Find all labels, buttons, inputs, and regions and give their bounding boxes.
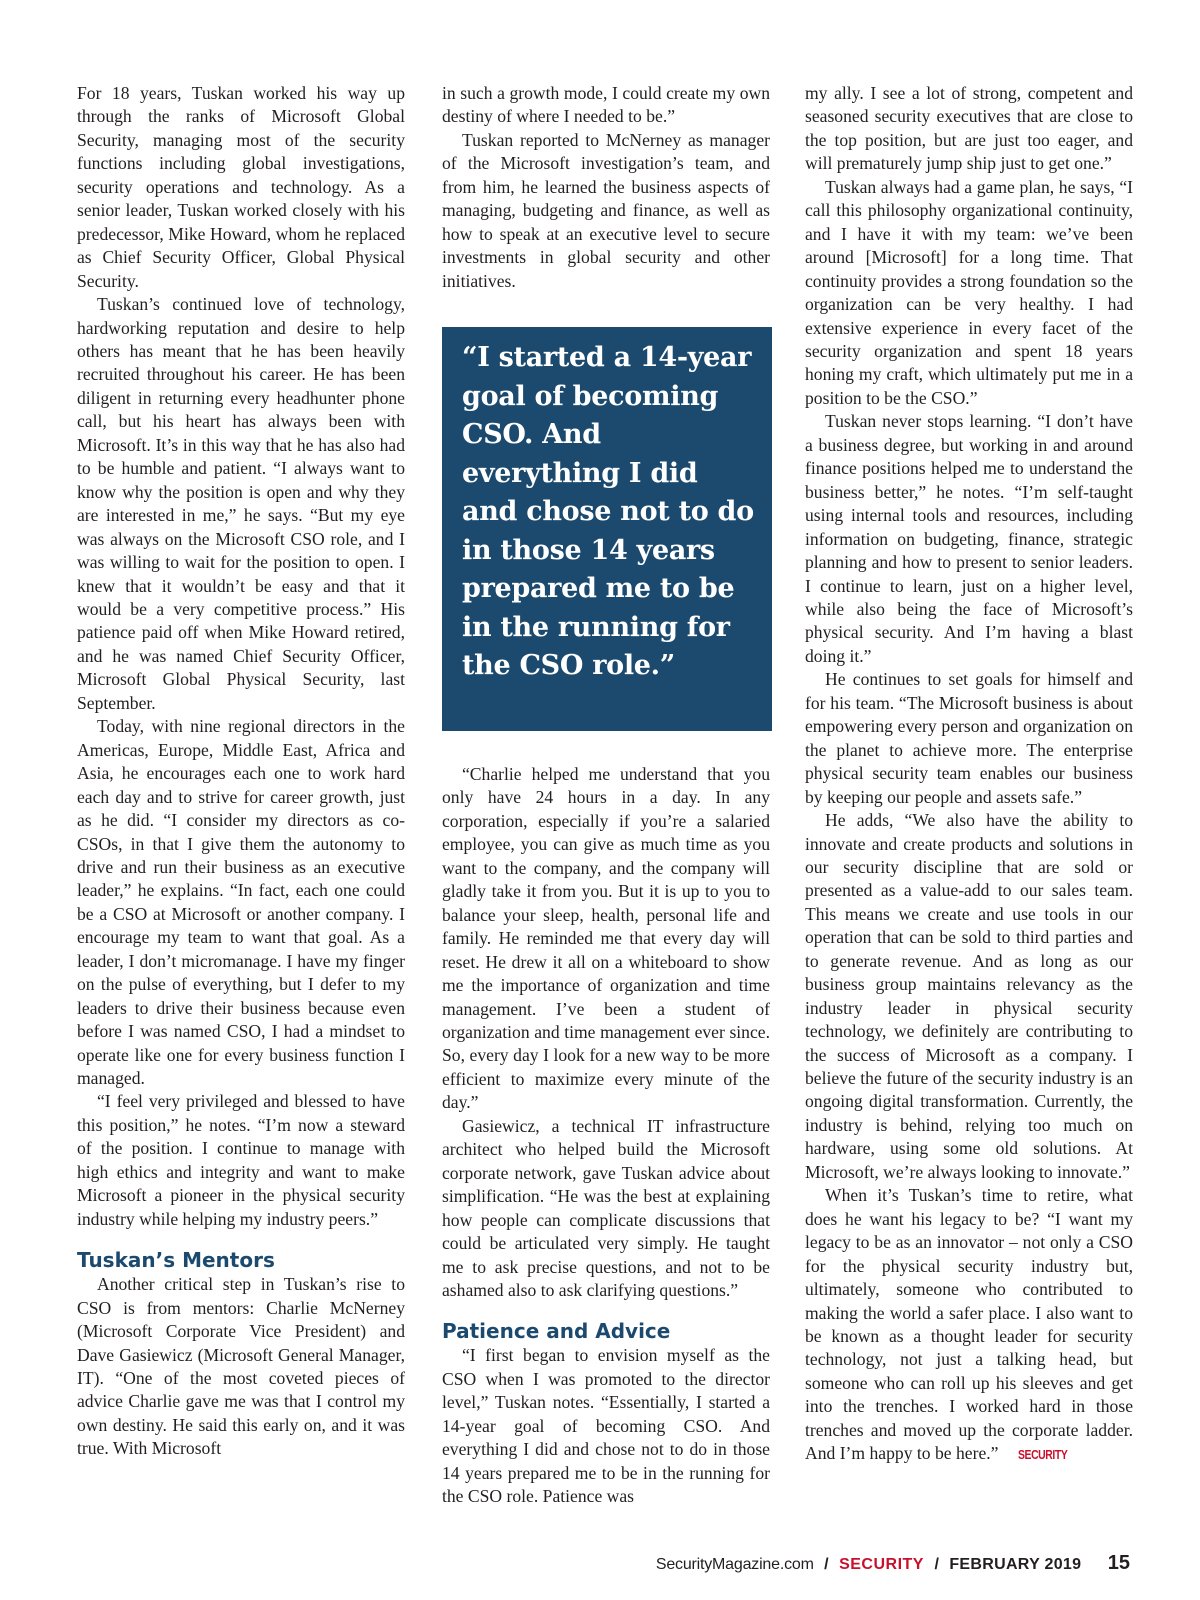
section-heading-patience: Patience and Advice xyxy=(442,1319,671,1344)
body-paragraph: Another critical step in Tuskan’s rise to CSO is from mentors: Charlie McNerney (Microsoft Corporate Vice President) and Dave Gasiewicz (Microsoft General Manager, IT). “One of the most coveted pieces of advice Charlie gave me was that I control my own destiny. He said this early on, and it was true. With Microsoft xyxy=(77,1274,405,1459)
body-paragraph-final xyxy=(805,1184,1133,1466)
footer-separator: / xyxy=(934,1556,939,1573)
page-footer xyxy=(656,1552,1130,1575)
body-paragraph: Tuskan reported to McNerney as manager of the Microsoft investigation’s team, and from him, he learned the business aspects of managing, budgeting and finance, as well as how to speak at an executive level to secure investments in global security and other initiatives. xyxy=(442,129,770,291)
body-paragraph: my ally. I see a lot of strong, competent and seasoned security executives that are close to the top position, but are just too eager, and will prematurely jump ship just to get one.” xyxy=(805,83,1133,174)
article-column-1 xyxy=(77,82,405,1461)
security-end-mark: SECURITY xyxy=(1018,1447,1068,1463)
body-paragraph: He adds, “We also have the ability to innovate and create products and solutions in our security discipline that are sold or presented as a value-add to our sales team. This means we create and use tools in our operation that can be sold to third parties and to generate revenue. And as long as our business group maintains relevancy as the industry leader in physical security technology, we definitely are contributing to the success of Microsoft as a company. I believe the future of the security industry is an ongoing digital transformation. Currently, the industry is behind, relying too much on hardware, using some old solutions. At Microsoft, we’re always looking to innovate.” xyxy=(805,810,1133,1182)
body-paragraph: “I first began to envision myself as the CSO when I was promoted to the director level,” Tuskan notes. “Essentially, I started a 14-year goal of becoming CSO. And everything I did and chose not to do in those 14 years prepared me to be in the running for the CSO role. Patience was xyxy=(442,1345,770,1507)
article-column-3 xyxy=(805,82,1133,1467)
pull-quote-box: “I started a 14-year goal of becoming CSO. And everything I did and chose not to do in those 14 years prepared me to be in the running for the CSO role.” xyxy=(442,327,772,731)
article-column-2-lower xyxy=(442,763,770,1509)
body-paragraph: in such a growth mode, I could create my own destiny of where I needed to be.” xyxy=(442,83,770,127)
body-paragraph: He continues to set goals for himself and for his team. “The Microsoft business is about empowering every person and organization on the planet to achieve more. The enterprise physical security team enables our business by keeping our people and assets safe.” xyxy=(805,669,1133,807)
body-paragraph: Tuskan never stops learning. “I don’t have a business degree, but working in and around finance positions helped me to understand the business better,” he notes. “I’m self-taught using internal tools and resources, including information on budgeting, finance, strategic planning and how to present to senior leaders. I continue to learn, just on a higher level, while also being the face of Microsoft’s physical security. And I’m having a blast doing it.” xyxy=(805,411,1133,666)
footer-issue-date: FEBRUARY 2019 xyxy=(949,1556,1082,1573)
body-paragraph: Today, with nine regional directors in the Americas, Europe, Middle East, Africa and Asia, he encourages each one to work hard each day and to strive for career growth, just as he did. “I consider my directors as co-CSOs, in that I give them the autonomy to drive and run their business as an executive leader,” he explains. “In fact, each one could be a CSO at Microsoft or another company. I encourage my team to want that goal. As a leader, I don’t micromanage. I have my finger on the pulse of everything, but I defer to my leaders to drive their business because even before I was named CSO, I had a mindset to operate like one for every business function I managed. xyxy=(77,716,405,1089)
body-paragraph: “I feel very privileged and blessed to have this position,” he notes. “I’m now a steward of the position. I continue to manage with high ethics and integrity and want to make Microsoft a pioneer in the physical security industry while helping my industry peers.” xyxy=(77,1091,405,1229)
footer-magazine-name: SECURITY xyxy=(839,1556,924,1573)
section-heading-mentors: Tuskan’s Mentors xyxy=(77,1248,275,1273)
body-paragraph: For 18 years, Tuskan worked his way up through the ranks of Microsoft Global Security, managing most of the security functions including global investigations, security operations and technology. As a senior leader, Tuskan worked closely with his predecessor, Mike Howard, whom he replaced as Chief Security Officer, Global Physical Security. xyxy=(77,83,405,291)
body-paragraph: Gasiewicz, a technical IT infrastructure architect who helped build the Microsoft corporate network, gave Tuskan advice about simplification. “He was the best at explaining how people can complicate discussions that could be articulated very simply. He taught me to ask precise questions, and not to be ashamed also to ask clarifying questions.” xyxy=(442,1115,770,1300)
footer-separator: / xyxy=(824,1556,829,1573)
body-paragraph: “Charlie helped me understand that you only have 24 hours in a day. In any corporation, especially if you’re a salaried employee, you can give as much time as you want to the company, and the company will gladly take it from you. But it is up to you to balance your sleep, health, personal life and family. He reminded me that every day will reset. He drew it all on a whiteboard to show me the importance of organization and time management. I’ve been a student of organization and time management ever since. So, every day I look for a new way to be more efficient to maximize every minute of the day.” xyxy=(442,764,770,1113)
body-paragraph: Tuskan always had a game plan, he says, “I call this philosophy organizational continuity, and I have it with my team: we’ve been around [Microsoft] for a long time. That continuity provides a strong foundation so the organization can be very healthy. I had extensive experience in every facet of the security organization and spent 18 years honing my craft, which ultimately put me in a position to be the CSO.” xyxy=(805,176,1133,408)
final-paragraph-text: When it’s Tuskan’s time to retire, what does he want his legacy to be? “I want my legacy to be as an innovator – not only a CSO for the physical security industry but, ultimately, someone who contributed to making the world a safer place. I also want to be known as a thought leader for security technology, not just a talking head, but someone who can roll up his sleeves and get into the trenches. I worked hard in those trenches and moved up the corporate ladder. And I’m happy to be here.” xyxy=(805,1185,1133,1464)
body-paragraph: Tuskan’s continued love of technology, hardworking reputation and desire to help others has meant that he has been heavily recruited throughout his career. He has been diligent in returning every headhunter phone call, but his heart has always been with Microsoft. It’s in this way that he has also had to be humble and patient. “I always want to know why the position is open and why they are interested in me,” he says. “But my eye was always on the Microsoft CSO role, and I was willing to wait for the position to open. I knew that it wouldn’t be easy and that it would be a very competitive process.” His patience paid off when Mike Howard retired, and he was named Chief Security Officer, Microsoft Global Physical Security, last September. xyxy=(77,294,405,713)
article-column-2-upper xyxy=(442,82,770,293)
footer-website: SecurityMagazine.com xyxy=(655,1556,814,1573)
page-number: 15 xyxy=(1107,1552,1130,1574)
